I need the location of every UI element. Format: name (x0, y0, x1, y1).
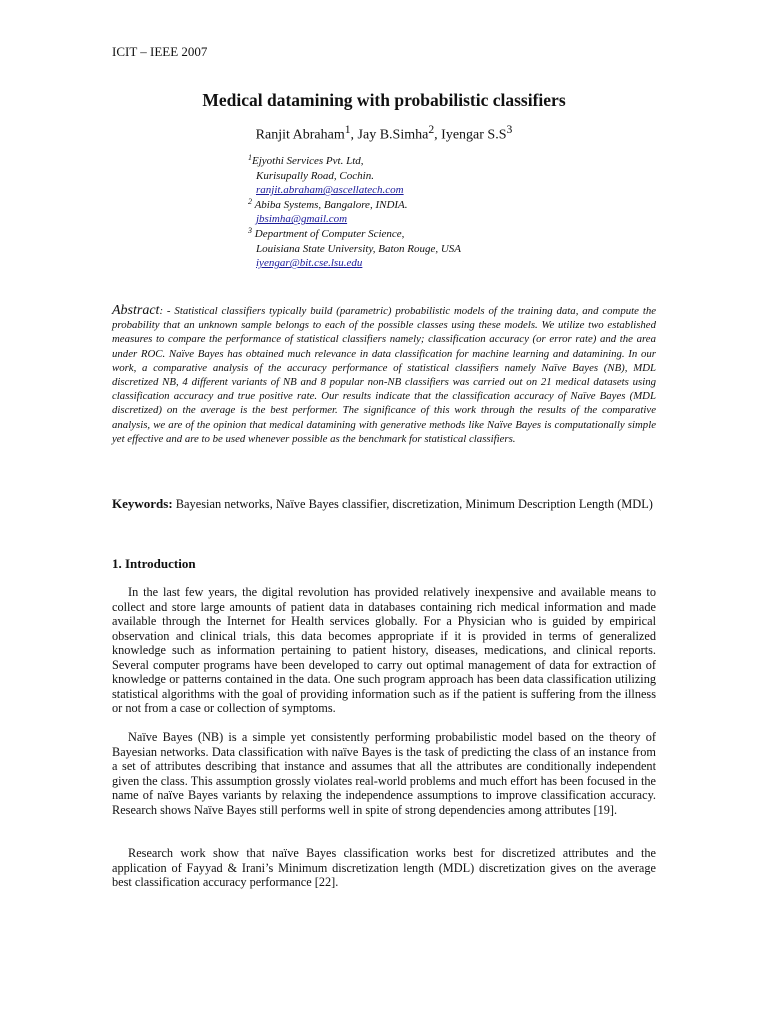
body-paragraph: Research work show that naïve Bayes classification works best for discretized attributes and the application of Fayyad & Irani’s Minimum discretization length (MDL) discretization gives on the average best classification accuracy performance [22]. (112, 846, 656, 890)
email-link[interactable]: ranjit.abraham@ascellatech.com (256, 184, 404, 197)
author-name: Jay B.Simha (357, 127, 429, 143)
body-paragraph: Naïve Bayes (NB) is a simple yet consistently performing probabilistic model based on the theory of Bayesian networks. Data classification with naïve Bayes is the task of predicting the class of an instance from a set of attributes describing that instance and assumes that all the attributes are conditionally independent given the class. This assumption grossly violates real-world problems and much effort has been focused in the name of naïve Bayes variants by relaxing the independence assumptions to improve classification accuracy. Research shows Naïve Bayes still performs well in spite of strong dependencies among attributes [19]. (112, 730, 656, 817)
affil-sup: 1 (248, 153, 252, 162)
affil-sup: 2 (248, 196, 252, 206)
running-header: ICIT – IEEE 2007 (112, 44, 208, 59)
abstract-separator: : - (159, 305, 175, 317)
author-affil-sup: 2 (428, 123, 435, 136)
keywords-text: Bayesian networks, Naïve Bayes classifier, discretization, Minimum Description Length (MDL) (175, 497, 653, 511)
paper-title: Medical datamining with probabilistic classifiers (202, 90, 566, 110)
author-name: Iyengar S.S (441, 127, 507, 143)
author-separator: , (434, 127, 442, 143)
section-heading: 1. Introduction (112, 556, 196, 571)
keywords (112, 497, 656, 512)
author-list (0, 123, 768, 144)
keywords-label: Keywords: (112, 496, 173, 511)
author-name: Ranjit Abraham (255, 127, 345, 143)
abstract-text: Statistical classifiers typically build (parametric) probabilistic models of the training data, and compute the probability that an unknown sample belongs to each of the possible classes using these models. We utilize two established measures to compare the performance of statistical classifiers namely; classification accuracy (or error rate) and the area under ROC. Naïve Bayes has obtained much relevance in data classification for machine learning and datamining. In our work, a comparative analysis of the accuracy performance of statistical classifiers namely Naïve Bayes (NB), MDL discretized NB, 4 different variants of NB and 8 popular non-NB classifiers was carried out on 21 medical datasets using classification accuracy and true positive rate. Our results indicate that the classification accuracy of Naïve Bayes (MDL discretized) on the average is the best performer. The significance of this work through the results of the comparative analysis, we are of the opinion that medical datamining with generative methods like Naïve Bayes is computationally simple yet effective and are to be used whenever possible as the benchmark for statistical classifiers. (112, 305, 657, 445)
affiliation-line: Louisiana State University, Baton Rouge, USA (256, 242, 462, 255)
abstract (112, 304, 656, 446)
affil-org: Abiba Systems, Bangalore, INDIA. (254, 198, 408, 211)
affiliation-line (248, 198, 461, 213)
affiliation-line: Kurisupally Road, Cochin. (256, 169, 374, 182)
email-link[interactable]: jbsimha@gmail.com (256, 213, 348, 226)
body-paragraph: In the last few years, the digital revolution has provided relatively inexpensive and available means to collect and store large amounts of patient data in databases containing rich medical information and made available through the Internet for Health services globally. For a Physician who is guided by empirical observation and clinical trials, this data becomes appropriate if it is provided in terms of generalized knowledge such as information pertaining to patient history, diseases, medications, and clinical reports. Several computer programs have been developed to carry out optimal management of data for extraction of knowledge or patterns contained in the data. One such program approach has been data classification utilizing statistical algorithms with the goal of providing information such as if the patient is suffering from the illness or not from a case or collection of symptoms. (112, 585, 656, 716)
affil-sup: 3 (248, 225, 252, 235)
author-affil-sup: 1 (344, 123, 351, 136)
author-affil-sup: 3 (506, 123, 513, 136)
affiliation-line (248, 154, 461, 169)
affil-org: Department of Computer Science, (254, 227, 405, 240)
affil-org: Ejyothi Services Pvt. Ltd, (252, 155, 364, 167)
author-separator: , (350, 127, 358, 143)
affiliations (248, 154, 461, 271)
affiliation-line (248, 227, 461, 242)
abstract-label: Abstract (112, 303, 160, 318)
email-link[interactable]: iyengar@bit.cse.lsu.edu (256, 257, 363, 270)
